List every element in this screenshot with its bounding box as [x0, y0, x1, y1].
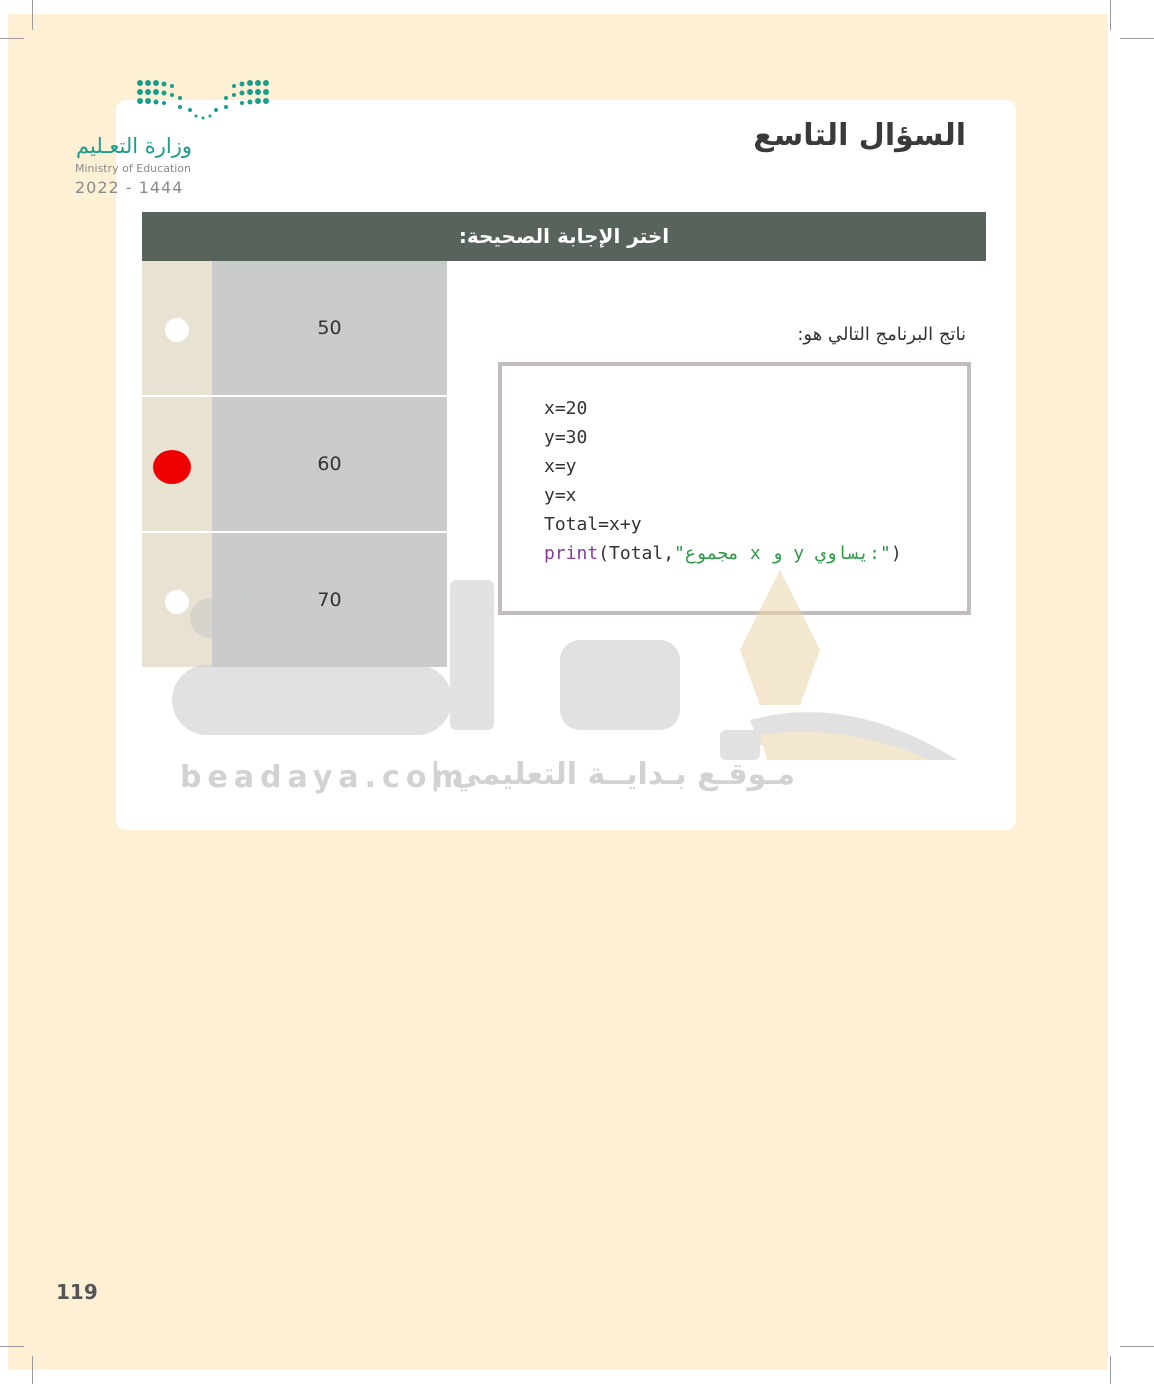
code-line: Total=x+y	[544, 514, 642, 535]
crop-mark	[0, 1346, 24, 1347]
crop-mark	[1110, 1356, 1111, 1384]
watermark-logo-icon	[160, 570, 990, 760]
ministry-logo-icon	[136, 78, 270, 122]
code-line: x=y	[544, 456, 577, 477]
print-args: (Total,	[598, 543, 675, 564]
print-keyword: print	[544, 543, 599, 564]
ministry-year: 2022 - 1444	[75, 178, 184, 197]
crop-mark	[1120, 38, 1154, 39]
code-print-line	[544, 543, 902, 564]
crop-mark	[1120, 1346, 1154, 1347]
instruction-bar: اختر الإجابة الصحيحة:	[142, 212, 986, 261]
crop-mark	[0, 38, 24, 39]
question-title: السؤال التاسع	[753, 118, 966, 153]
ministry-name-arabic: وزارة التعـليم	[76, 134, 193, 158]
option-value: 50	[212, 261, 447, 395]
question-prompt: ناتج البرنامج التالي هو:	[797, 324, 966, 345]
print-string: "مجموع x و y يساوي:"	[674, 543, 891, 564]
option-value: 60	[212, 397, 447, 531]
crop-mark	[1110, 0, 1111, 30]
watermark-site-arabic: مـوقـع بـدايــة التعليمي |	[430, 757, 796, 792]
page-number: 119	[56, 1280, 98, 1304]
answer-option[interactable]	[142, 397, 447, 531]
code-line: x=20	[544, 398, 588, 419]
answer-option[interactable]	[142, 261, 447, 395]
ministry-name-english: Ministry of Education	[75, 162, 192, 175]
radio-cell	[142, 261, 212, 395]
crop-mark	[32, 1356, 33, 1384]
option-value: 70	[212, 533, 447, 667]
radio-button-selected[interactable]	[153, 450, 191, 484]
watermark-domain: beadaya.com	[180, 760, 470, 795]
print-close: )	[890, 543, 902, 564]
radio-button[interactable]	[165, 318, 189, 342]
code-line: y=x	[544, 485, 577, 506]
code-line: y=30	[544, 427, 588, 448]
radio-cell	[142, 397, 212, 531]
crop-mark	[32, 0, 33, 30]
